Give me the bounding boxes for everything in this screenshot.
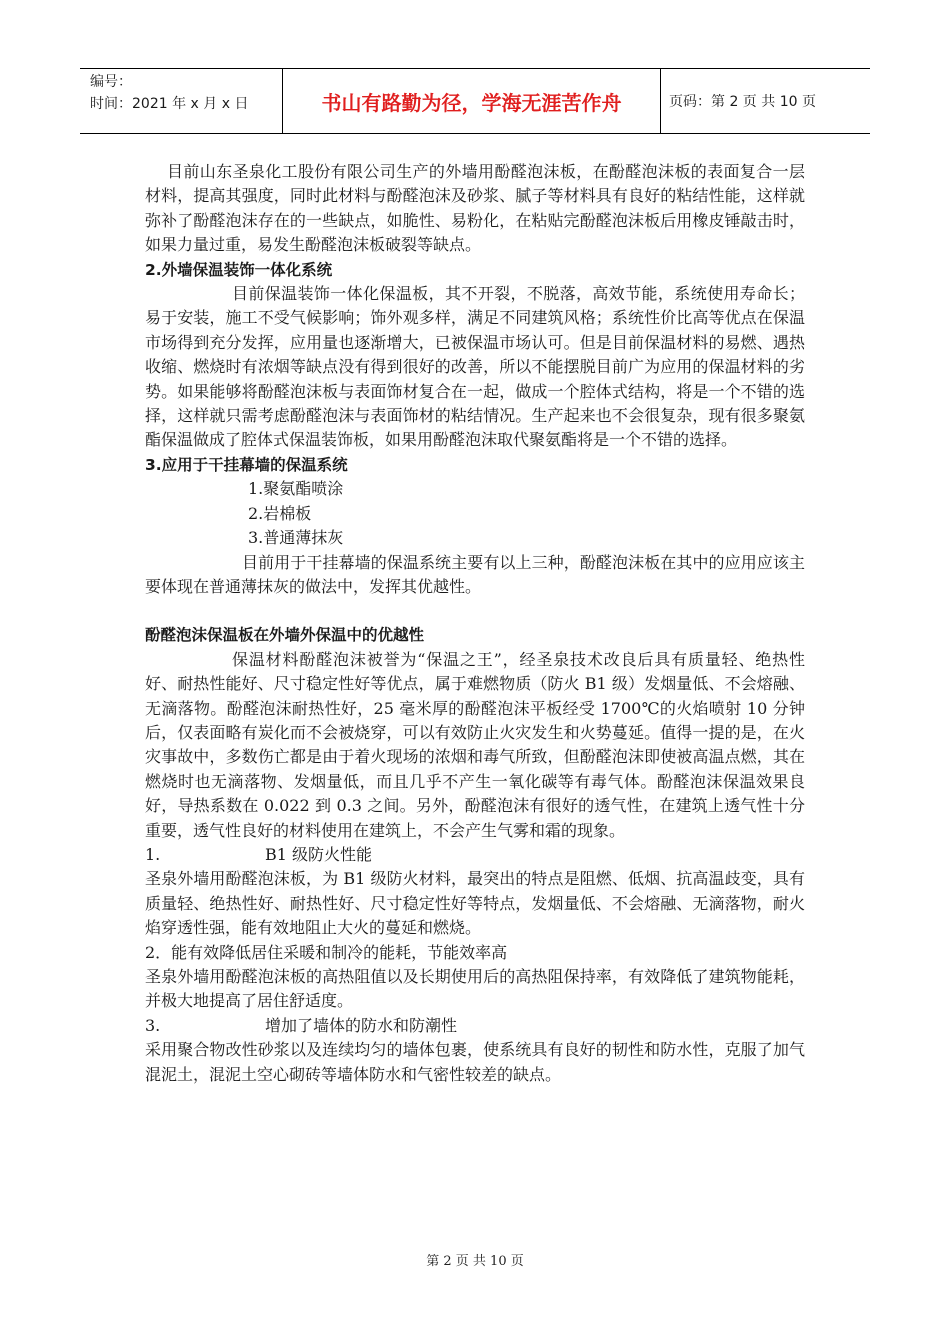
- document-body: [145, 160, 805, 1087]
- spacer: [145, 599, 805, 623]
- section-3-heading: 3.应用于干挂幕墙的保温系统: [145, 455, 348, 474]
- document-number-label: 编号：: [90, 74, 132, 90]
- point-1-paragraph: 圣泉外墙用酚醛泡沫板，为 B1 级防火材料，最突出的特点是阻燃、低烟、抗高温歧变，具有质量轻、绝热性好、耐热性好、尺寸稳定性好等特点，发烟量低、不会熔融、无滴落物，耐火焰穿透性强，能有效地阻止大火的蔓延和燃烧。: [145, 869, 805, 938]
- page-footer: 第 2 页 共 10 页: [426, 1254, 524, 1269]
- section-2-heading: 2.外墙保温装饰一体化系统: [145, 260, 333, 279]
- point-1-heading: [145, 843, 805, 867]
- point-3-number: 3.: [145, 1015, 161, 1035]
- point-2-heading: 2．能有效降低居住采暖和制冷的能耗，节能效率高: [145, 942, 508, 962]
- header-meta: [80, 69, 283, 133]
- section-3-list-item: 3.普通薄抹灰: [248, 528, 344, 548]
- point-3-paragraph: 采用聚合物改性砂浆以及连续均匀的墙体包裹，使系统具有良好的韧性和防水性，克服了加气混泥土，混泥土空心砌砖等墙体防水和气密性较差的缺点。: [145, 1040, 805, 1084]
- section-3-paragraph: 目前用于干挂幕墙的保温系统主要有以上三种，酚醛泡沫板在其中的应用应该主要体现在普通薄抹灰的做法中，发挥其优越性。: [145, 552, 805, 596]
- point-1-title: B1 级防火性能: [265, 844, 373, 864]
- point-3-title: 增加了墙体的防水和防潮性: [265, 1015, 458, 1035]
- intro-paragraph: 目前山东圣泉化工股份有限公司生产的外墙用酚醛泡沫板，在酚醛泡沫板的表面复合一层材料，提高其强度，同时此材料与酚醛泡沫及砂浆、腻子等材料具有良好的粘结性能，这样就弥补了酚醛泡沫存在的一些缺点，如脆性、易粉化，在粘贴完酚醛泡沫板后用橡皮锤敲击时，如果力量过重，易发生酚醛泡沫板破裂等缺点。: [145, 162, 805, 255]
- advantages-paragraph: 保温材料酚醛泡沫被誉为“保温之王”，经圣泉技术改良后具有质量轻、绝热性好、耐热性能好、尺寸稳定性好等优点，属于难燃物质（防火 B1 级）发烟量低、不会熔融、无滴落物。酚醛泡沫耐热性好，25 毫米厚的酚醛泡沫平板经受 1700℃的火焰喷射 10 分钟后，仅表面略有炭化而不会被烧穿，可以有效防止火灾发生和火势蔓延。值得一提的是，在火灾事故中，多数伤亡都是由于着火现场的浓烟和毒气所致，但酚醛泡沫即使被高温点燃，其在燃烧时也无滴落物、发烟量低，而且几乎不产生一氧化碳等有毒气体。酚醛泡沫保温效果良好，导热系数在 0.022 到 0.3 之间。另外，酚醛泡沫有很好的透气性，在建筑上透气性十分重要，透气性良好的材料使用在建筑上，不会产生气雾和霜的现象。: [145, 649, 805, 840]
- page-header: [80, 68, 870, 134]
- point-1-number: 1.: [145, 844, 161, 864]
- point-2-paragraph: 圣泉外墙用酚醛泡沫板的高热阻值以及长期使用后的高热阻保持率，有效降低了建筑物能耗，并极大地提高了居住舒适度。: [145, 967, 805, 1011]
- section-3-list-item: 2.岩棉板: [248, 503, 312, 523]
- document-date-label: 时间：2021 年 x 月 x 日: [90, 96, 249, 112]
- header-motto: 书山有路勤为径，学海无涯苦作舟: [283, 69, 661, 133]
- point-3-heading: [145, 1014, 805, 1038]
- advantages-heading: 酚醛泡沫保温板在外墙外保温中的优越性: [145, 626, 425, 645]
- section-3-list-item: 1.聚氨酯喷涂: [248, 479, 344, 499]
- header-page-label: 页码：第 2 页 共 10 页: [669, 94, 816, 110]
- section-2-paragraph: 目前保温装饰一体化保温板，其不开裂，不脱落，高效节能，系统使用寿命长；易于安装，施工不受气候影响；饰外观多样，满足不同建筑风格；系统性价比高等优点在保温市场得到充分发挥，应用量也逐渐增大，已被保温市场认可。但是目前保温材料的易燃、遇热收缩、燃烧时有浓烟等缺点没有得到很好的改善，所以不能摆脱目前广为应用的保温材料的劣势。如果能够将酚醛泡沫板与表面饰材复合在一起，做成一个腔体式结构，将是一个不错的选择，这样就只需考虑酚醛泡沫与表面饰材的粘结情况。生产起来也不会很复杂，现有很多聚氨酯保温做成了腔体式保温装饰板，如果用酚醛泡沫取代聚氨酯将是一个不错的选择。: [145, 284, 805, 450]
